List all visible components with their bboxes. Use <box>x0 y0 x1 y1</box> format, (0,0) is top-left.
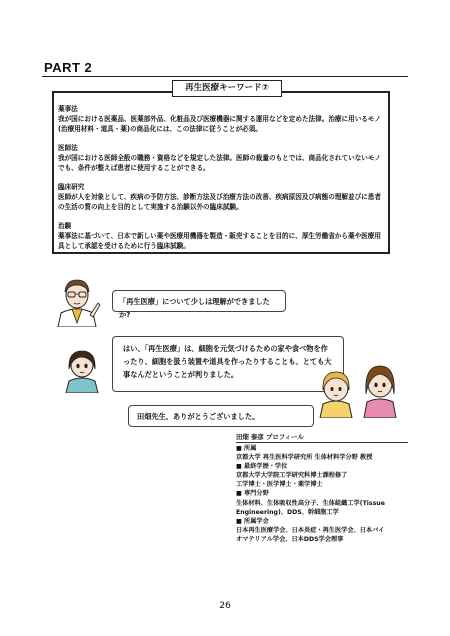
profile-line: 京都大学大学院工学研究科博士課程修了 <box>236 472 348 480</box>
keyword-definition: 医師が人を対象として、疾病の予防方法、診断方法及び治療方法の改善、疾病原因及び病態の理解並びに患者の生活の質の向上を目的として実施する治験以外の臨床試験。 <box>58 193 381 211</box>
profile-line: 生体材料、生体吸収性高分子、生体組織工学(Tissue <box>236 499 385 507</box>
heading-rule <box>42 76 408 77</box>
keyword-entry <box>58 221 386 251</box>
keyword-definition: 我が国における医師全般の職務・資格などを規定した法律。医師の裁量のもとでは、商品化されていないモノでも、条件が整えば患者に使用することができる。 <box>58 154 382 172</box>
profile-line: Engineering)、DDS、幹細胞工学 <box>236 508 339 516</box>
keyword-definition: 薬事法に基づいて、日本で新しい薬や医療用機器を製造・販売することを目的に、厚生労働省から薬や医療用具として承認を受けるために行う臨床試験。 <box>58 232 381 250</box>
student-illustration <box>60 345 104 393</box>
keyword-entry <box>58 143 386 173</box>
keyword-entry <box>58 104 386 134</box>
professor-illustration <box>52 275 102 327</box>
speech-text: 「再生医療」について少しは理解ができましたか? <box>119 297 270 319</box>
keyword-box-title: 再生医療キーワード⑦ <box>172 80 282 97</box>
page-number: 26 <box>219 601 231 611</box>
speech-bubble-professor <box>112 290 286 319</box>
profile-line: 日本再生医療学会、日本炎症・再生医学会、日本バイ <box>236 526 385 534</box>
speech-text: はい、「再生医療」は、細胞を元気づけるための家や食べ物を作ったり、細胞を扱う装置や道具を作ったりすることも、とても大事なんだということが判りました。 <box>123 344 332 379</box>
profile-line: 工学博士・医学博士・薬学博士 <box>236 481 323 489</box>
profile-details <box>236 444 416 544</box>
profile-line: ■ 所属 <box>236 445 257 452</box>
speech-bubble-thanks <box>128 405 314 427</box>
keyword-term: 臨床研究 <box>58 183 85 191</box>
profile-line: 京都大学 再生医科学研究所 生体材料学分野 教授 <box>236 454 373 462</box>
keyword-term: 治験 <box>58 222 72 230</box>
profile-rule <box>236 442 408 443</box>
speech-text: 田畑先生、ありがとうございました。 <box>137 412 260 421</box>
keyword-term: 医師法 <box>58 144 78 152</box>
part-heading: PART 2 <box>44 60 93 75</box>
profile-line: ■ 専門分野 <box>236 490 269 498</box>
keyword-definition: 我が国における医薬品、医薬部外品、化粧品及び医療機器に関する運用などを定めた法律。治療に用いるモノ(治療用材料・道具・薬)の商品化には、この法律に従うことが必須。 <box>58 115 382 133</box>
profile-title: 田畑 泰彦 プロフィール <box>236 433 304 441</box>
profile-line: オマテリアル学会、日本DDS学会理事 <box>236 535 344 543</box>
profile-line: ■ 所属学会 <box>236 517 269 525</box>
profile-line: ■ 最終学歴・学位 <box>236 463 288 471</box>
two-students-illustration <box>316 358 402 418</box>
speech-bubble-student <box>112 336 344 392</box>
keyword-entry <box>58 182 386 212</box>
keyword-term: 薬事法 <box>58 105 78 113</box>
